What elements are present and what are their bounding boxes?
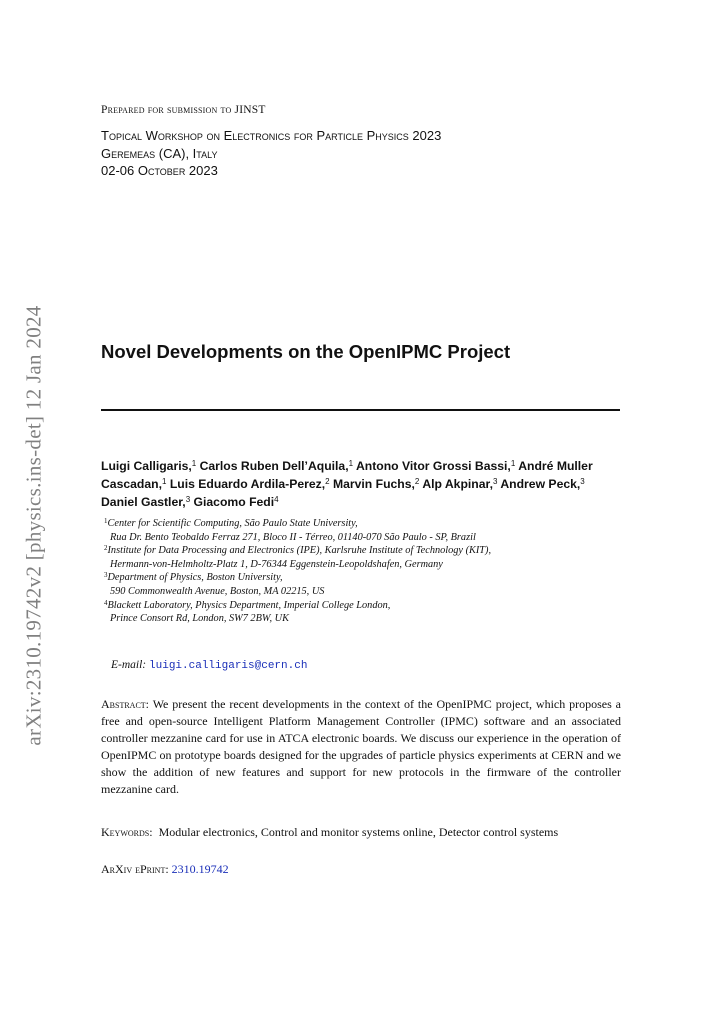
conference-dates: 02-06 October 2023 — [101, 163, 218, 178]
abstract-text: We present the recent developments in the context of the OpenIPMC project, which proposes a free and open-source Intelligent Platform Management Controller (IPMC) software and an associated controller mezzanine card for use in ATCA electronic boards. We discuss our experience in the operation of OpenIPMC on prototype boards designed for the upgrades of particle physics experiments at CERN and we show the addition of new features and support for new protocols in the firmware of the controller mezzanine card. — [101, 697, 621, 796]
affiliation-address: Rua Dr. Bento Teobaldo Ferraz 271, Bloco II - Térreo, 01140-070 São Paulo - SP, Brazil — [110, 531, 476, 543]
author: Carlos Ruben Dell’Aquila,$^1$ — [199, 459, 354, 473]
keywords — [101, 825, 621, 840]
email-link[interactable]: luigi.calligaris@cern.ch — [149, 660, 308, 672]
paper-title: Novel Developments on the OpenIPMC Project — [101, 341, 511, 362]
arxiv-stamp — [14, 290, 54, 760]
affiliation-address: 590 Commonwealth Avenue, Boston, MA 02215, US — [110, 585, 325, 597]
arxiv-identifier: arXiv:2310.19742v2 [physics.ins-det] 12 Jan 2024 — [21, 304, 46, 746]
affiliation-address: Prince Consort Rd, London, SW7 2BW, UK — [110, 613, 289, 625]
affiliation: $^2$Institute for Data Processing and Electronics (IPE), Karlsruhe Institute of Technology (KIT), — [104, 544, 492, 557]
conference-info — [101, 127, 441, 180]
affiliation: $^4$Blackett Laboratory, Physics Department, Imperial College London, — [104, 598, 391, 611]
prepared-for-submission: Prepared for submission to JINST — [101, 104, 266, 116]
affiliation-address: Hermann-von-Helmholtz-Platz 1, D-76344 Eggenstein-Leopoldshafen, Germany — [110, 558, 443, 570]
keywords-label: Keywords: — [101, 825, 153, 839]
eprint-label: ArXiv ePrint: — [101, 862, 169, 876]
affiliation: $^3$Department of Physics, Boston University, — [104, 571, 283, 584]
email-line — [111, 659, 307, 672]
author: Marvin Fuchs,$^2$ — [332, 477, 420, 491]
author: Antono Vitor Grossi Bassi,$^1$ — [355, 459, 516, 473]
affiliation-list — [104, 517, 624, 626]
author: André Muller Cascadan,$^1$ — [101, 459, 593, 491]
author: Daniel Gastler,$^3$ — [101, 495, 191, 509]
conference-location: Geremeas (CA), Italy — [101, 145, 218, 161]
email-label: E-mail: — [111, 659, 147, 671]
author-list — [101, 457, 621, 511]
title-rule — [101, 409, 620, 411]
author: Luigi Calligaris,$^1$ — [101, 459, 197, 473]
arxiv-eprint — [101, 862, 229, 877]
affiliation: $^1$Center for Scientific Computing, São Paulo State University, — [104, 517, 358, 529]
eprint-link[interactable]: 2310.19742 — [171, 862, 229, 876]
author: Giacomo Fedi$^4$ — [193, 495, 279, 509]
author: Alp Akpinar,$^3$ — [422, 477, 498, 491]
author: Luis Eduardo Ardila-Perez,$^2$ — [169, 477, 330, 491]
author: Andrew Peck,$^3$ — [500, 477, 585, 491]
conference-name: Topical Workshop on Electronics for Particle Physics 2023 — [101, 128, 442, 143]
abstract-label: Abstract: — [101, 697, 150, 711]
abstract — [101, 696, 621, 798]
keywords-text: Modular electronics, Control and monitor systems online, Detector control systems — [158, 825, 559, 839]
